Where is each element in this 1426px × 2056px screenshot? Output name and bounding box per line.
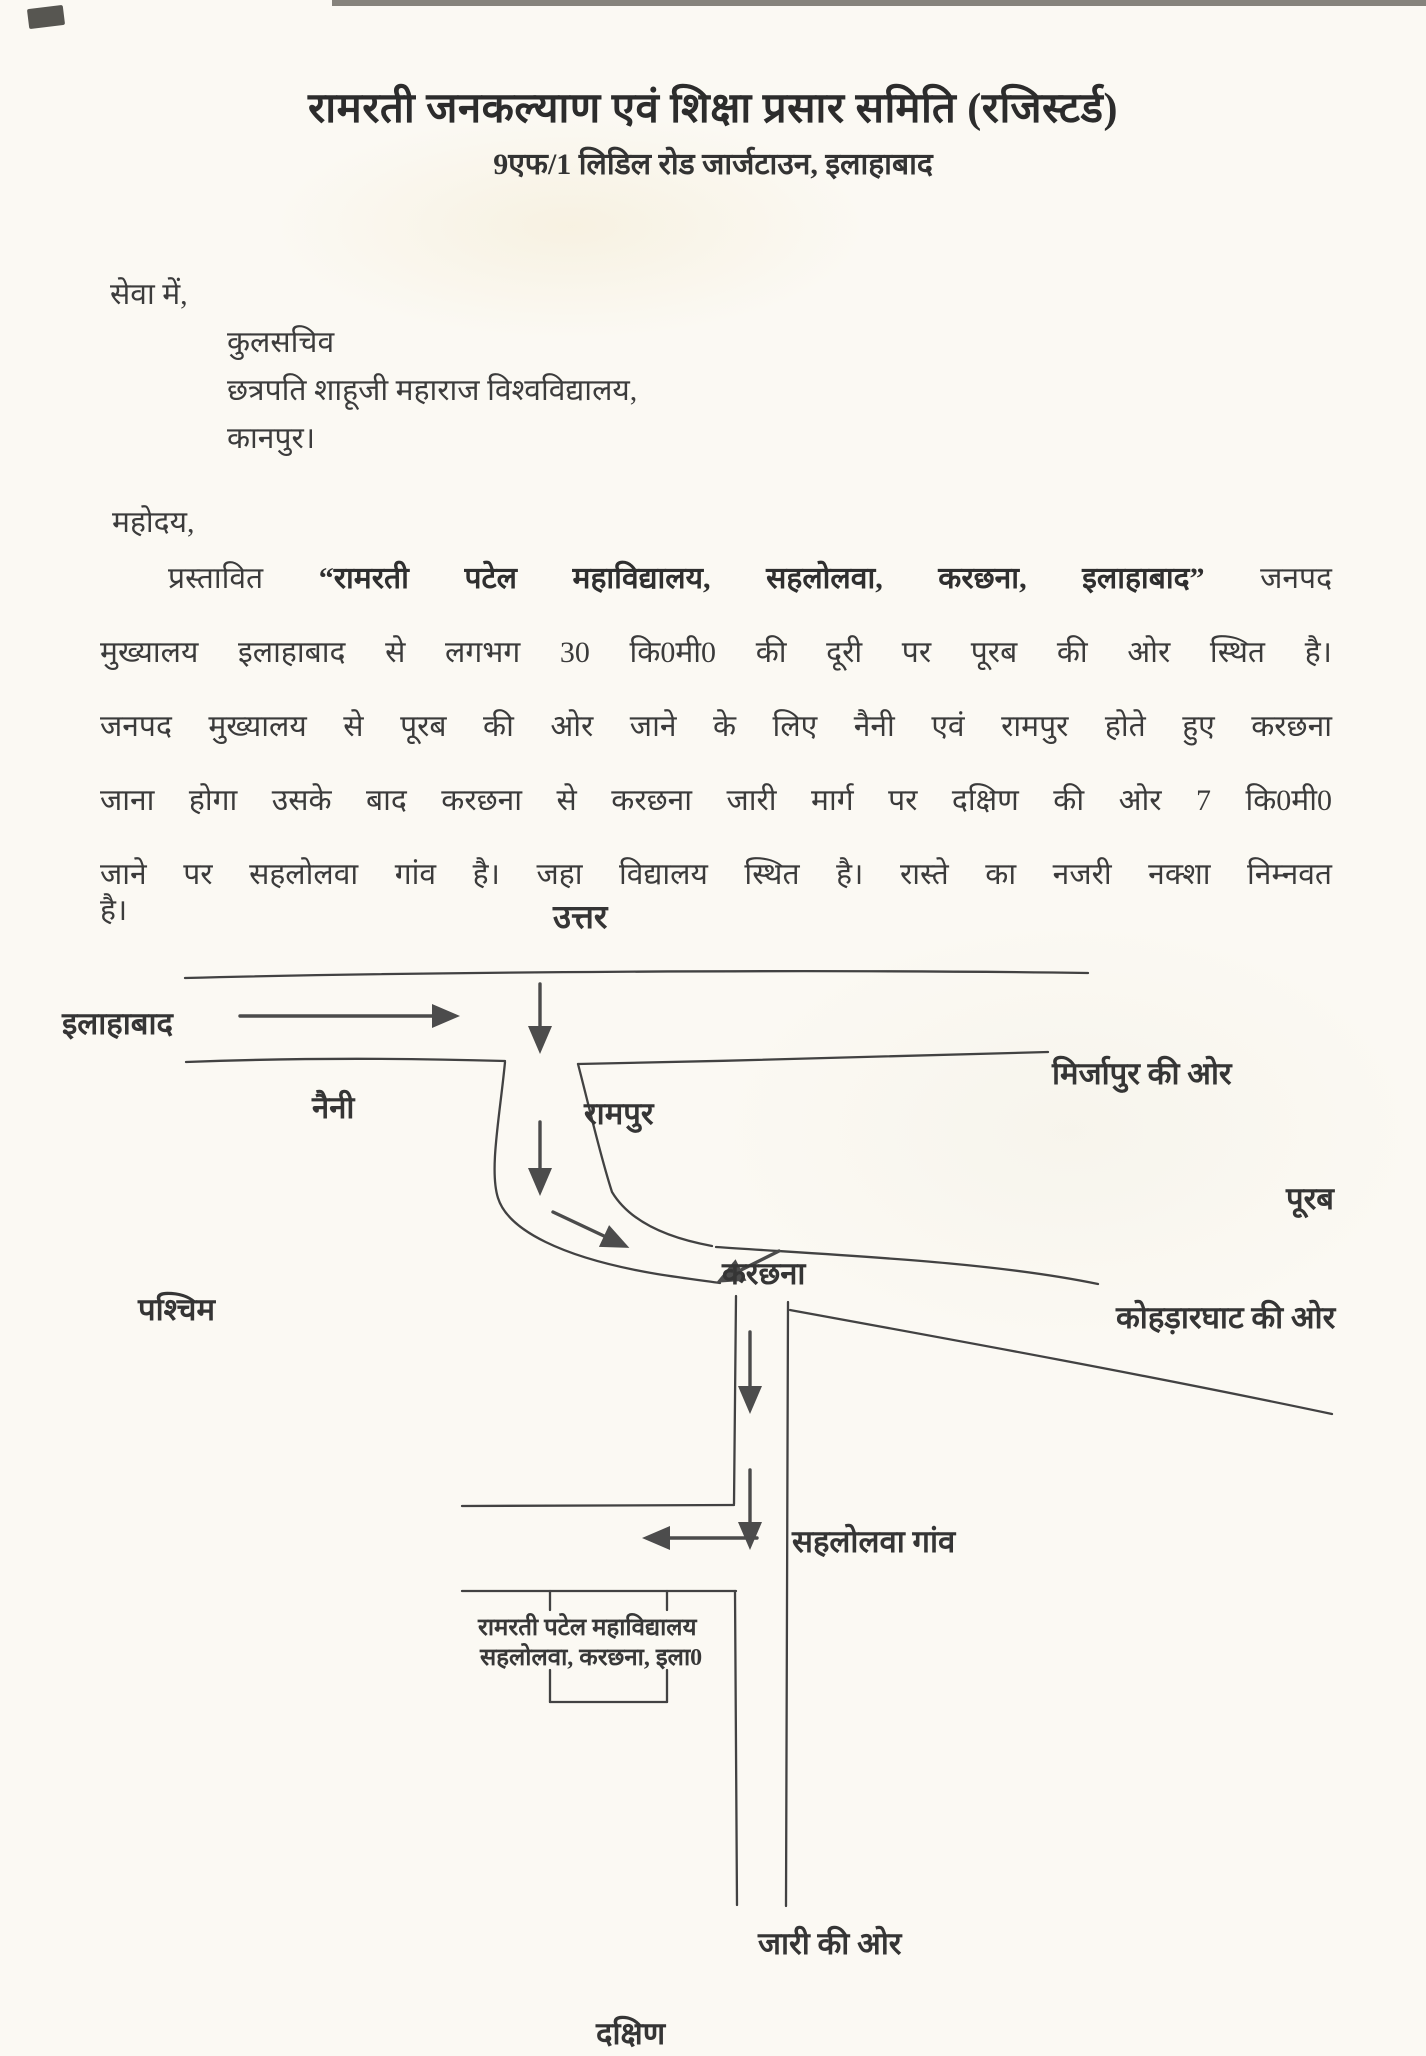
scan-artifact-top-strip bbox=[332, 0, 1426, 6]
paragraph-line-4: जाना होगा उसके बाद करछना से करछना जारी मार्ग पर दक्षिण की ओर 7 कि0मी0 bbox=[100, 784, 1332, 817]
college-name-quoted: “रामरती पटेल महाविद्यालय, सहलोलवा, करछना, इलाहाबाद” bbox=[318, 562, 1205, 595]
map-label-east: पूरब bbox=[1286, 1181, 1334, 1216]
map-label-towards-jari: जारी की ओर bbox=[758, 1926, 902, 1961]
letterhead-title: रामरती जनकल्याण एवं शिक्षा प्रसार समिति (रजिस्टर्ड) bbox=[308, 86, 1118, 132]
map-label-naini: नैनी bbox=[312, 1090, 355, 1125]
greeting: महोदय, bbox=[112, 506, 195, 539]
direction-arrow-west-to-college bbox=[642, 1526, 757, 1550]
recipient-line-university: छत्रपति शाहूजी महाराज विश्वविद्यालय, bbox=[227, 374, 638, 407]
road-south-left-lower bbox=[735, 1591, 737, 1905]
direction-arrow-down-curve bbox=[528, 1122, 552, 1196]
road-top-edge bbox=[185, 971, 1088, 978]
recipient-heading: सेवा में, bbox=[110, 278, 188, 311]
paragraph-line-2: मुख्यालय इलाहाबाद से लगभग 30 कि0मी0 की दूरी पर पूरब की ओर स्थित है। bbox=[100, 636, 1332, 669]
map-label-towards-kohrarghat: कोहड़ारघाट की ओर bbox=[1116, 1300, 1336, 1335]
map-label-rampur: रामपुर bbox=[584, 1096, 654, 1131]
direction-arrow-east-on-main-road bbox=[240, 1004, 460, 1028]
paragraph-line-6: है। bbox=[100, 894, 128, 927]
body-paragraph bbox=[100, 542, 1332, 912]
letterhead-address-line: 9एफ/1 लिडिल रोड जार्जटाउन, इलाहाबाद bbox=[493, 148, 933, 181]
map-label-sahlolwa-village: सहलोलवा गांव bbox=[792, 1524, 956, 1559]
direction-arrow-south-1 bbox=[738, 1332, 762, 1414]
road-bottom-edge-right bbox=[578, 1052, 1048, 1064]
map-label-karchhana: करछना bbox=[722, 1256, 806, 1291]
map-label-towards-mirzapur: मिर्जापुर की ओर bbox=[1052, 1056, 1232, 1091]
map-label-allahabad: इलाहाबाद bbox=[62, 1006, 173, 1041]
map-label-north: उत्तर bbox=[553, 900, 608, 936]
line1-suffix: जनपद bbox=[1204, 562, 1332, 595]
scan-artifact-corner-mark bbox=[27, 5, 65, 29]
direction-arrow-down-at-junction bbox=[528, 984, 552, 1054]
paragraph-line-3: जनपद मुख्यालय से पूरब की ओर जाने के लिए नैनी एवं रामपुर होते हुए करछना bbox=[100, 710, 1332, 743]
road-bottom-edge-left bbox=[186, 1059, 505, 1062]
college-box-text-line1: रामरती पटेल महाविद्यालय bbox=[478, 1615, 697, 1641]
route-sketch-map bbox=[0, 860, 1426, 2056]
map-label-west: पश्चिम bbox=[138, 1292, 216, 1327]
road-south-right bbox=[786, 1302, 788, 1906]
recipient-line-city: कानपुर। bbox=[227, 422, 316, 455]
paragraph-line-5: जाने पर सहलोलवा गांव है। जहा विद्यालय स्थित है। रास्ते का नजरी नक्शा निम्नवत bbox=[100, 858, 1332, 891]
line1-prefix: प्रस्तावित bbox=[168, 562, 319, 595]
college-box-text-line2: सहलोलवा, करछना, इला0 bbox=[480, 1645, 703, 1671]
road-south-left-upper bbox=[734, 1296, 736, 1504]
map-label-south: दक्षिण bbox=[596, 2016, 666, 2051]
side-road-top bbox=[462, 1505, 734, 1506]
recipient-line-designation: कुलसचिव bbox=[227, 326, 335, 359]
paragraph-line-1 bbox=[100, 542, 1332, 616]
